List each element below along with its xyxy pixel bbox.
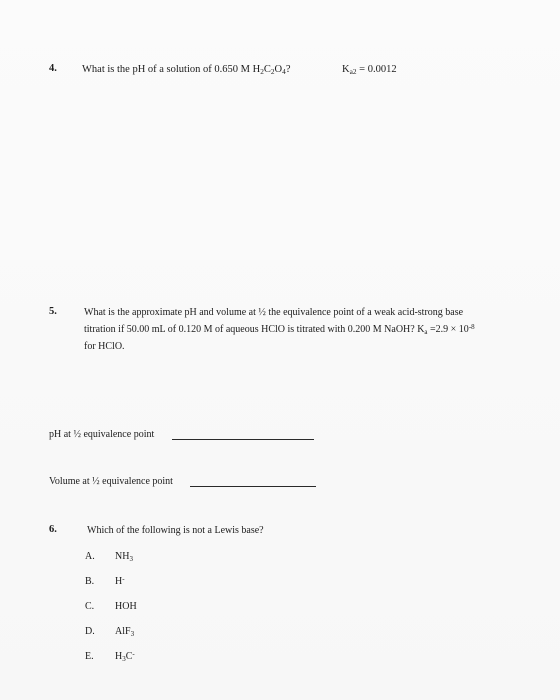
ka-subscript: a <box>424 327 428 336</box>
question-5-line-2-text: titration if 50.00 mL of 0.120 M of aqueous HClO is titrated with 0.200 M NaOH? K <box>84 324 425 335</box>
option-charge: - <box>122 574 125 583</box>
formula-subscript: 4 <box>282 66 286 76</box>
question-5-number: 5. <box>49 306 57 317</box>
ka-subscript: a2 <box>349 66 357 76</box>
option-d-letter: D. <box>85 626 95 637</box>
question-4-text <box>82 65 290 76</box>
option-d-text[interactable] <box>115 627 134 637</box>
question-5-line-3: for HClO. <box>84 341 125 352</box>
option-formula: H <box>115 651 123 662</box>
volume-answer-blank[interactable] <box>190 486 316 487</box>
option-e-text[interactable] <box>115 649 135 663</box>
ph-answer-blank[interactable] <box>172 439 314 440</box>
formula-subscript: 2 <box>260 66 264 76</box>
option-subscript: 3 <box>129 554 133 563</box>
option-e-letter: E. <box>85 651 94 662</box>
option-formula: NH <box>115 551 130 562</box>
option-subscript: 3 <box>122 654 126 663</box>
option-a-letter: A. <box>85 551 95 562</box>
option-b-text[interactable] <box>115 574 125 587</box>
option-subscript: 3 <box>130 629 135 638</box>
question-6-text: Which of the following is not a Lewis base? <box>87 525 264 536</box>
option-c-text[interactable] <box>115 602 137 612</box>
option-formula: H <box>115 576 123 587</box>
option-charge: - <box>132 649 135 658</box>
ka-value: =2.9 × 10 <box>427 324 469 335</box>
ka-value: = 0.0012 <box>356 64 397 75</box>
option-formula: HOH <box>115 601 137 612</box>
formula-element: O <box>274 64 283 75</box>
question-5-line-1: What is the approximate pH and volume at ½ the equivalence point of a weak acid-strong base <box>84 307 464 318</box>
formula-element: C <box>263 64 271 75</box>
option-formula-tail: C <box>125 651 133 662</box>
option-c-letter: C. <box>85 601 95 612</box>
option-formula: AlF <box>115 626 131 637</box>
question-4-number: 4. <box>49 63 57 74</box>
question-4-suffix: ? <box>285 64 291 75</box>
option-a-text[interactable] <box>115 552 133 562</box>
question-4-ka2 <box>342 65 397 76</box>
question-6-number: 6. <box>49 524 57 535</box>
formula-subscript: 2 <box>270 66 275 76</box>
option-b-letter: B. <box>85 576 95 587</box>
volume-answer-label: Volume at ½ equivalence point <box>49 476 173 487</box>
question-4-prefix: What is the pH of a solution of 0.650 M H <box>82 64 261 75</box>
question-5-line-2 <box>84 322 475 336</box>
ph-answer-label: pH at ½ equivalence point <box>49 429 155 440</box>
exponent: -8 <box>468 322 475 331</box>
ka-symbol: K <box>342 64 350 75</box>
